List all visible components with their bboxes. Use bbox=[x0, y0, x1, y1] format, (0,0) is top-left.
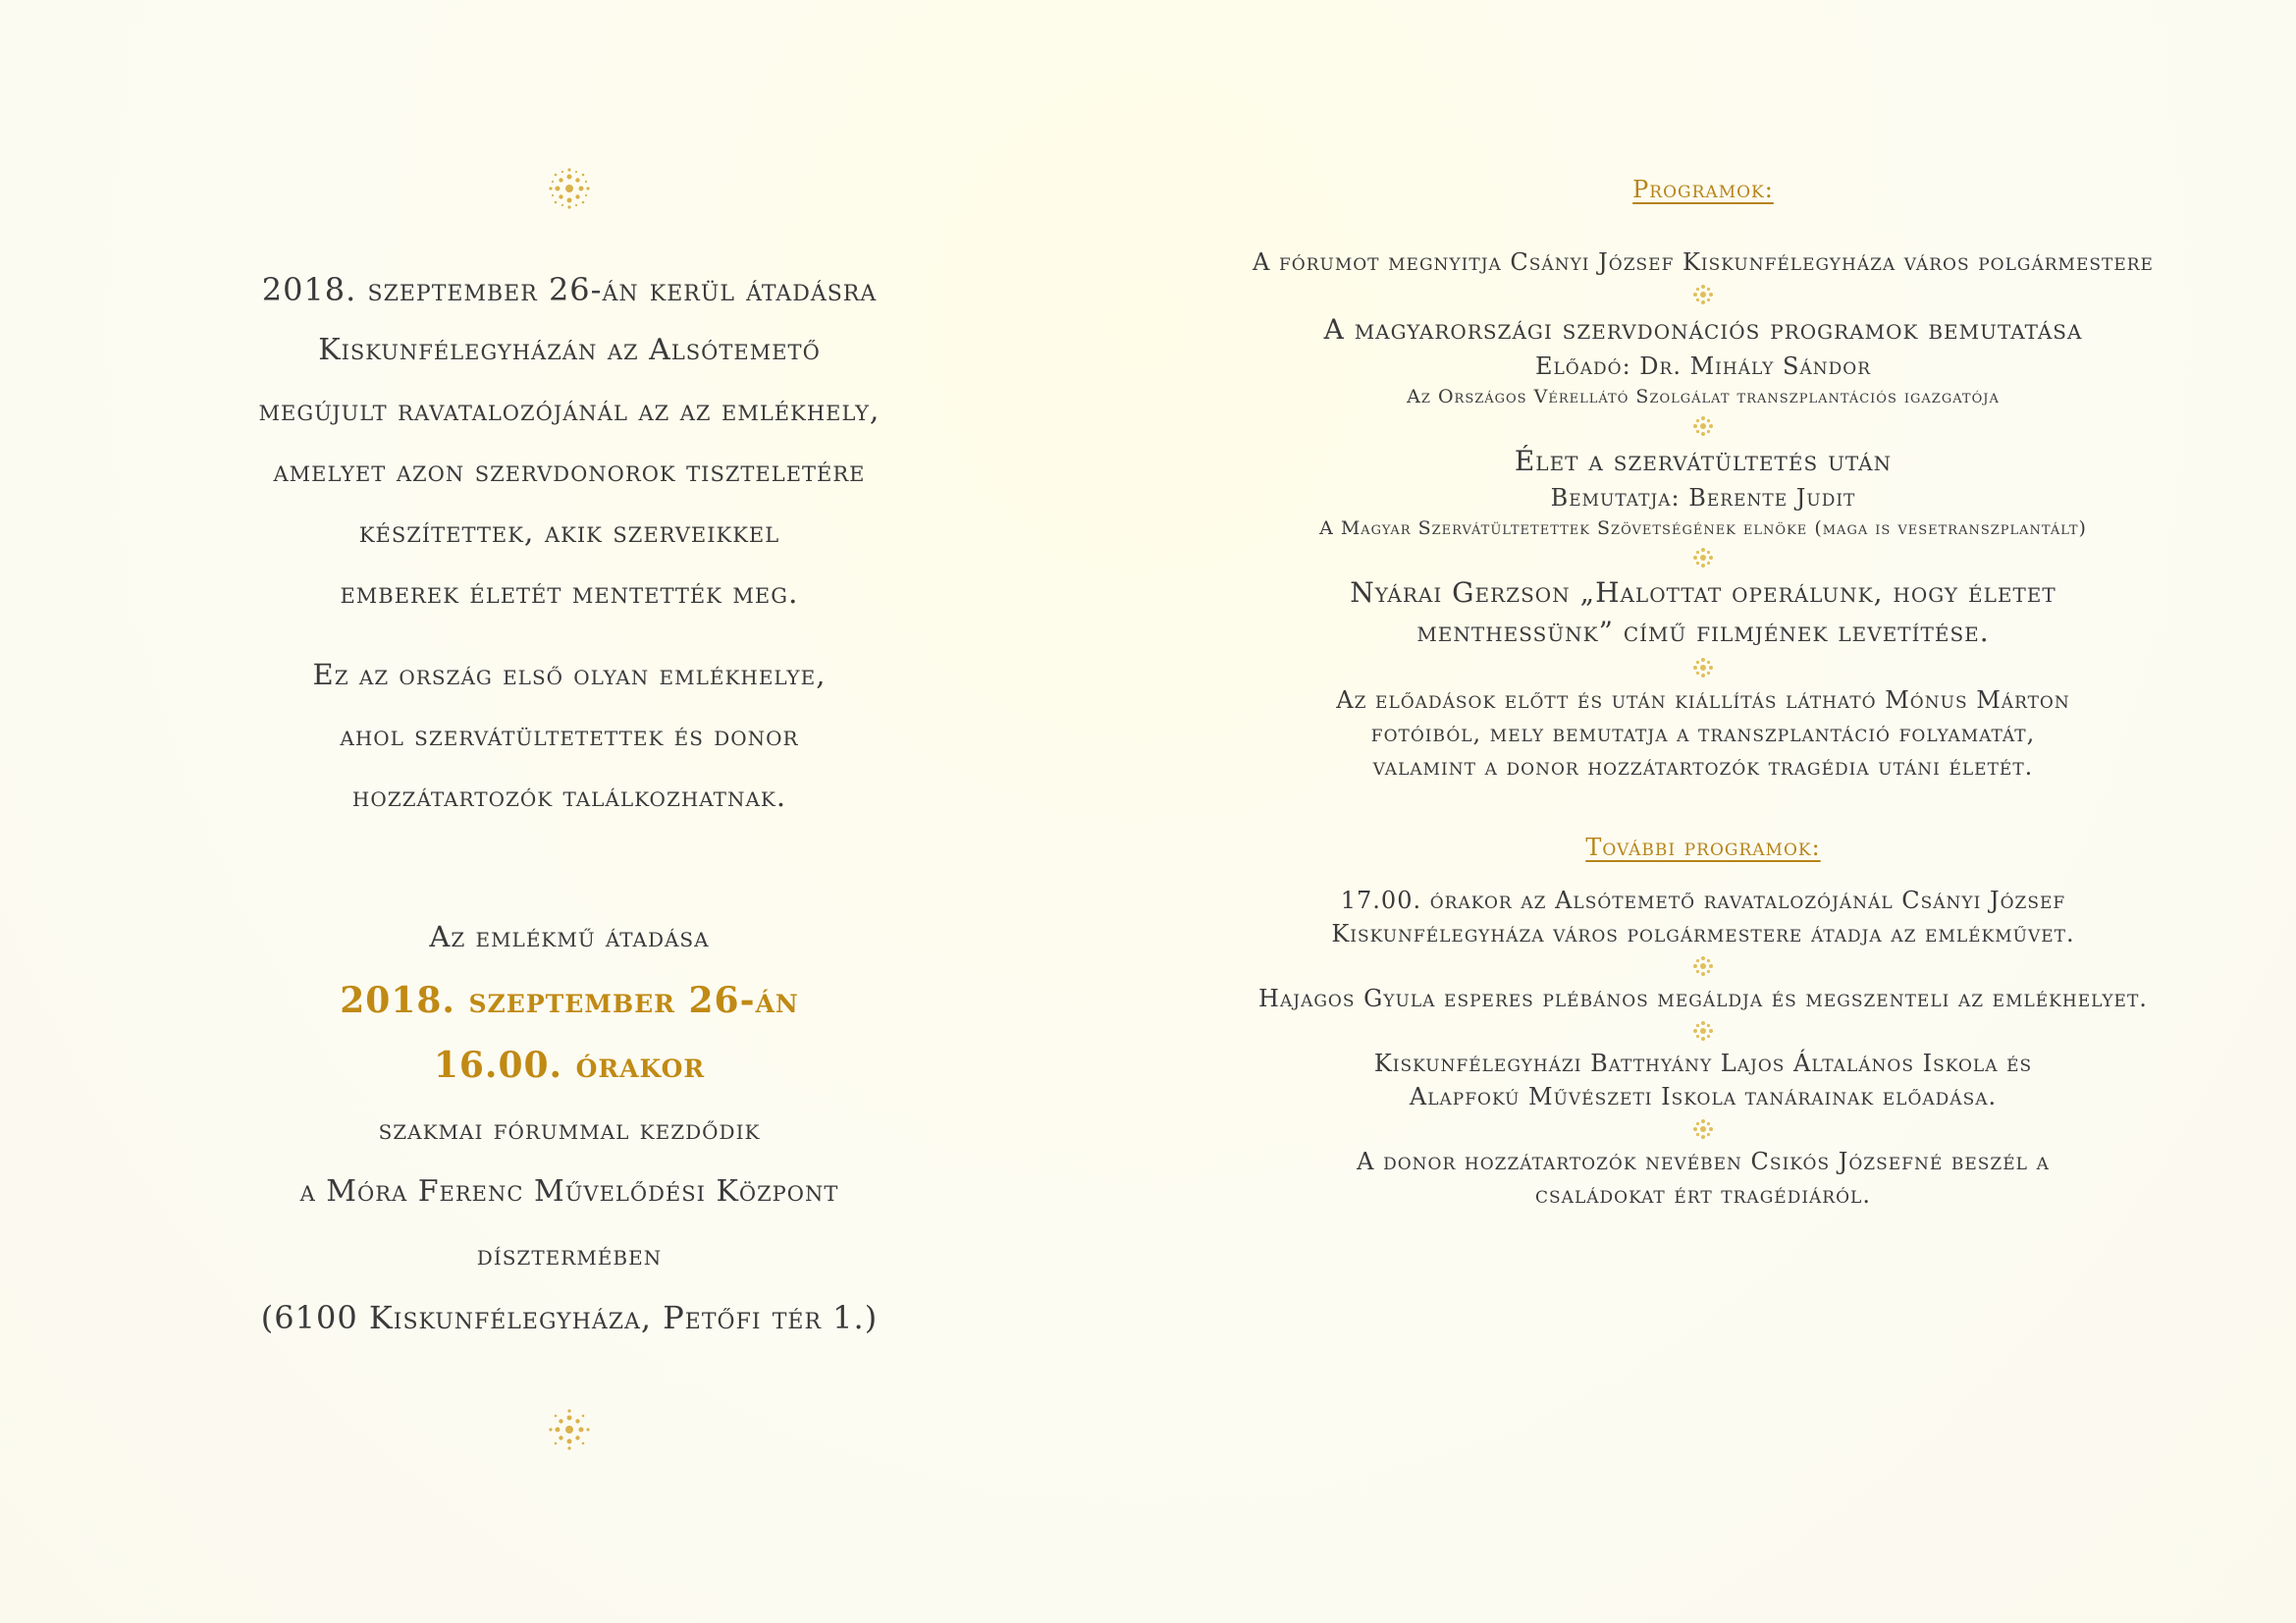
further-item: Kiskunfélegyháza város polgármestere átadja az emlékművet. bbox=[1331, 920, 2075, 947]
programs-section bbox=[1217, 173, 2189, 784]
intro-line: amelyet azon szervdonorok tiszteletére bbox=[273, 455, 866, 489]
intro-paragraph-2 bbox=[196, 644, 942, 827]
event-line: szakmai fórummal kezdődik bbox=[378, 1112, 761, 1146]
program-role: A Magyar Szervátültetettek Szövetségének elnöke (maga is vesetranszplantált) bbox=[1319, 517, 2087, 539]
program-speaker: Előadó: Dr. Mihály Sándor bbox=[1534, 352, 1871, 380]
further-item: A donor hozzátartozók nevében Csikós Józsefné beszél a bbox=[1357, 1148, 2050, 1175]
event-time: 16.00. órakor bbox=[433, 1045, 706, 1086]
star-ornament-icon bbox=[1691, 546, 1715, 569]
intro-line: 2018. szeptember 26-án kerül átadásra bbox=[261, 271, 878, 308]
program-speaker: Bemutatja: Berente Judit bbox=[1550, 484, 1856, 512]
intro2-line: ahol szervátültetettek és donor bbox=[340, 719, 799, 752]
star-ornament-icon bbox=[1691, 1117, 1715, 1141]
further-item: Hajagos Gyula esperes plébános megáldja és megszenteli az emlékhelyet. bbox=[1258, 985, 2148, 1012]
exhibition-line: Az előadások előtt és után kiállítás látható Mónus Márton bbox=[1336, 686, 2070, 714]
program-item: A fórumot megnyitja Csányi József Kiskunfélegyháza város polgármestere bbox=[1253, 248, 2154, 276]
event-details bbox=[196, 905, 942, 1349]
event-date: 2018. szeptember 26-án bbox=[340, 980, 799, 1021]
star-ornament-icon bbox=[1691, 1019, 1715, 1043]
star-ornament-icon bbox=[1691, 656, 1715, 679]
event-address: (6100 Kiskunfélegyháza, Petőfi tér 1.) bbox=[260, 1299, 879, 1336]
left-panel bbox=[196, 167, 942, 1451]
program-role: Az Országos Vérellátó Szolgálat transzplantációs igazgatója bbox=[1407, 386, 2000, 407]
event-title: Az emlékmű átadása bbox=[429, 920, 710, 953]
further-programs-section bbox=[1217, 831, 2189, 1212]
intro-paragraph bbox=[196, 259, 942, 624]
intro2-line: Ez az ország első olyan emlékhelye, bbox=[312, 658, 827, 691]
intro-line: Kiskunfélegyházán az Alsótemető bbox=[318, 333, 821, 367]
event-line: dísztermében bbox=[476, 1238, 663, 1271]
ornament-icon bbox=[548, 1408, 591, 1451]
programs-heading: Programok: bbox=[1632, 176, 1774, 203]
further-item: 17.00. órakor az Alsótemető ravatalozójánál Csányi József bbox=[1340, 887, 2066, 914]
program-title: Élet a szervátültetés után bbox=[1514, 445, 1893, 477]
intro-line: emberek életét mentették meg. bbox=[340, 576, 799, 611]
film-line: menthessünk” című filmjének levetítése. bbox=[1416, 616, 1990, 648]
exhibition-line: valamint a donor hozzátartozók tragédia utáni életét. bbox=[1372, 753, 2034, 781]
star-ornament-icon bbox=[1691, 954, 1715, 978]
star-ornament-icon bbox=[1691, 414, 1715, 438]
intro2-line: hozzátartozók találkozhatnak. bbox=[351, 780, 787, 813]
intro-line: megújult ravatalozójánál az az emlékhely, bbox=[258, 394, 881, 428]
ornament-icon bbox=[548, 167, 591, 210]
intro-line: készítettek, akik szerveikkel bbox=[358, 515, 780, 550]
exhibition-line: fotóiból, mely bemutatja a transzplantáció folyamatát, bbox=[1370, 720, 2036, 747]
program-title: A magyarországi szervdonációs programok bemutatása bbox=[1323, 313, 2083, 346]
right-panel bbox=[1217, 173, 2189, 1212]
further-heading: További programok: bbox=[1585, 834, 1821, 861]
film-line: Nyárai Gerzson „Halottat operálunk, hogy életet bbox=[1350, 576, 2056, 609]
further-item: családokat ért tragédiáról. bbox=[1535, 1181, 1871, 1209]
further-item: Kiskunfélegyházi Batthyány Lajos Általános Iskola és bbox=[1373, 1050, 2033, 1077]
star-ornament-icon bbox=[1691, 283, 1715, 306]
event-venue: a Móra Ferenc Művelődési Központ bbox=[299, 1174, 839, 1209]
further-item: Alapfokú Művészeti Iskola tanárainak előadása. bbox=[1409, 1083, 1998, 1110]
